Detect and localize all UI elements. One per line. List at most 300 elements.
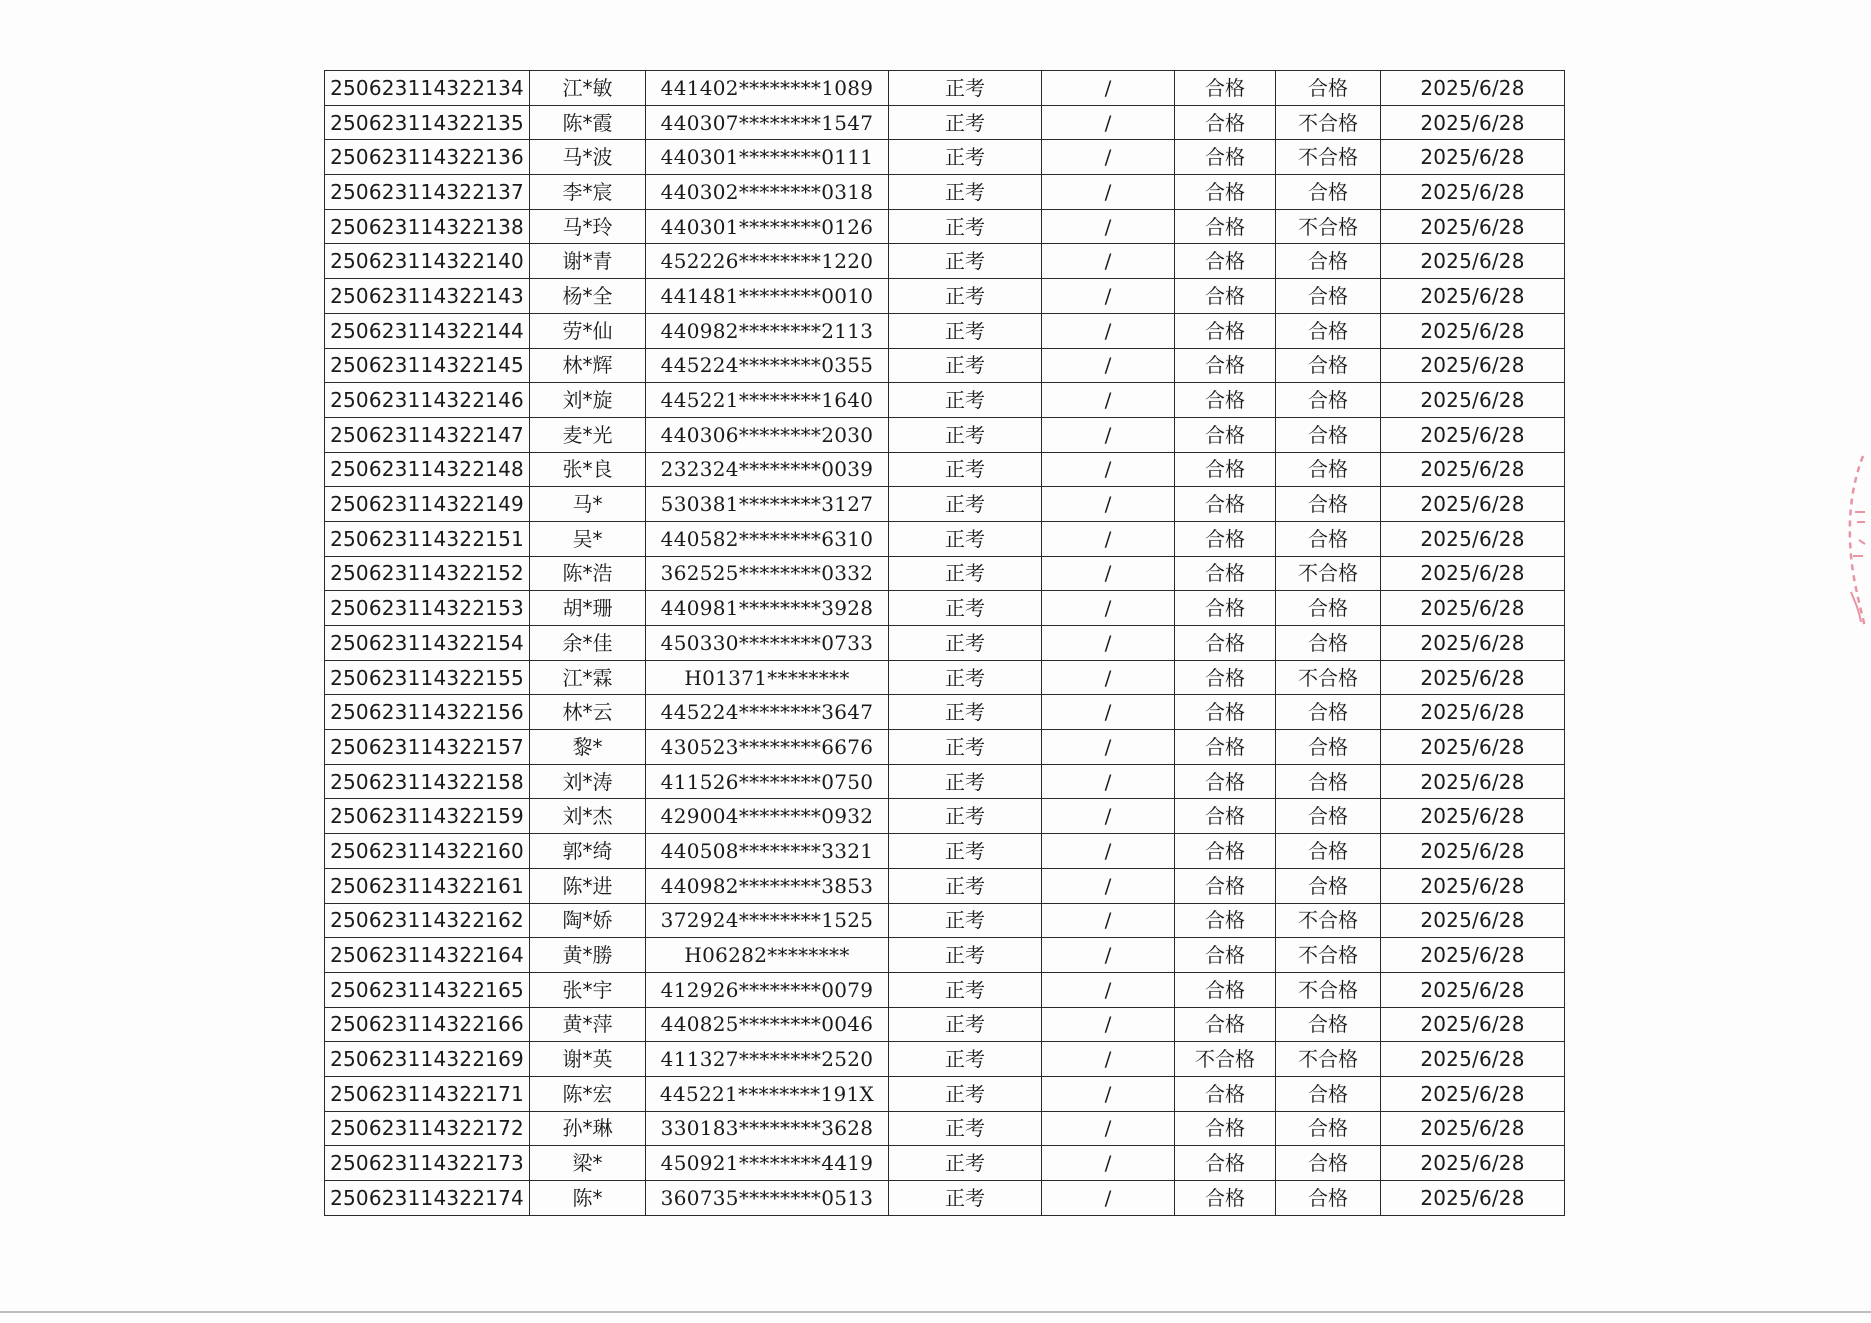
candidate-name-cell: 马*: [530, 487, 646, 522]
exam-type-cell: 正考: [889, 105, 1042, 140]
table-row: [325, 175, 1565, 210]
candidate-name-cell: 梁*: [530, 1146, 646, 1181]
practical-result-cell: 合格: [1276, 834, 1381, 869]
table-row: [325, 313, 1565, 348]
remark-cell: /: [1042, 799, 1175, 834]
exam-type-cell: 正考: [889, 452, 1042, 487]
remark-cell: /: [1042, 1076, 1175, 1111]
remark-cell: /: [1042, 1111, 1175, 1146]
theory-result-cell: 合格: [1175, 764, 1276, 799]
remark-cell: /: [1042, 556, 1175, 591]
exam-type-cell: 正考: [889, 972, 1042, 1007]
id-card-number-cell: 411327********2520: [646, 1042, 889, 1077]
theory-result-cell: 合格: [1175, 1111, 1276, 1146]
theory-result-cell: 合格: [1175, 799, 1276, 834]
candidate-id-cell: 250623114322151: [325, 521, 530, 556]
remark-cell: /: [1042, 626, 1175, 661]
candidate-id-cell: 250623114322148: [325, 452, 530, 487]
table-row: [325, 903, 1565, 938]
candidate-name-cell: 黄*萍: [530, 1007, 646, 1042]
id-card-number-cell: 330183********3628: [646, 1111, 889, 1146]
candidate-name-cell: 陈*: [530, 1181, 646, 1216]
id-card-number-cell: H01371********: [646, 660, 889, 695]
theory-result-cell: 不合格: [1175, 1042, 1276, 1077]
exam-date-cell: 2025/6/28: [1381, 1076, 1565, 1111]
exam-date-cell: 2025/6/28: [1381, 521, 1565, 556]
candidate-name-cell: 李*宸: [530, 175, 646, 210]
exam-type-cell: 正考: [889, 660, 1042, 695]
id-card-number-cell: 450921********4419: [646, 1146, 889, 1181]
table-row: [325, 834, 1565, 869]
id-card-number-cell: 440981********3928: [646, 591, 889, 626]
table-row: [325, 799, 1565, 834]
id-card-number-cell: 429004********0932: [646, 799, 889, 834]
table-row: [325, 1007, 1565, 1042]
remark-cell: /: [1042, 279, 1175, 314]
theory-result-cell: 合格: [1175, 140, 1276, 175]
theory-result-cell: 合格: [1175, 313, 1276, 348]
theory-result-cell: 合格: [1175, 1146, 1276, 1181]
remark-cell: /: [1042, 868, 1175, 903]
table-row: [325, 279, 1565, 314]
table-row: [325, 209, 1565, 244]
exam-date-cell: 2025/6/28: [1381, 1042, 1565, 1077]
candidate-id-cell: 250623114322164: [325, 938, 530, 973]
practical-result-cell: 合格: [1276, 1076, 1381, 1111]
exam-type-cell: 正考: [889, 313, 1042, 348]
id-card-number-cell: 445224********0355: [646, 348, 889, 383]
remark-cell: /: [1042, 591, 1175, 626]
candidate-id-cell: 250623114322152: [325, 556, 530, 591]
theory-result-cell: 合格: [1175, 71, 1276, 106]
remark-cell: /: [1042, 1042, 1175, 1077]
theory-result-cell: 合格: [1175, 938, 1276, 973]
theory-result-cell: 合格: [1175, 175, 1276, 210]
practical-result-cell: 合格: [1276, 244, 1381, 279]
theory-result-cell: 合格: [1175, 1076, 1276, 1111]
exam-date-cell: 2025/6/28: [1381, 799, 1565, 834]
candidate-name-cell: 张*良: [530, 452, 646, 487]
candidate-name-cell: 陈*进: [530, 868, 646, 903]
remark-cell: /: [1042, 660, 1175, 695]
exam-type-cell: 正考: [889, 348, 1042, 383]
practical-result-cell: 合格: [1276, 730, 1381, 765]
practical-result-cell: 不合格: [1276, 972, 1381, 1007]
id-card-number-cell: 440302********0318: [646, 175, 889, 210]
practical-result-cell: 合格: [1276, 1007, 1381, 1042]
table-row: [325, 972, 1565, 1007]
id-card-number-cell: 440306********2030: [646, 417, 889, 452]
official-seal-fragment-icon: [1843, 452, 1867, 632]
exam-type-cell: 正考: [889, 417, 1042, 452]
id-card-number-cell: 440982********3853: [646, 868, 889, 903]
exam-type-cell: 正考: [889, 1181, 1042, 1216]
exam-date-cell: 2025/6/28: [1381, 626, 1565, 661]
table-row: [325, 105, 1565, 140]
exam-results-table: [324, 70, 1565, 1216]
id-card-number-cell: 445221********1640: [646, 383, 889, 418]
candidate-id-cell: 250623114322154: [325, 626, 530, 661]
candidate-id-cell: 250623114322169: [325, 1042, 530, 1077]
remark-cell: /: [1042, 1146, 1175, 1181]
candidate-name-cell: 陈*浩: [530, 556, 646, 591]
remark-cell: /: [1042, 383, 1175, 418]
id-card-number-cell: 445224********3647: [646, 695, 889, 730]
theory-result-cell: 合格: [1175, 868, 1276, 903]
practical-result-cell: 合格: [1276, 695, 1381, 730]
remark-cell: /: [1042, 452, 1175, 487]
table-row: [325, 868, 1565, 903]
id-card-number-cell: 440301********0111: [646, 140, 889, 175]
exam-type-cell: 正考: [889, 279, 1042, 314]
table-row: [325, 1181, 1565, 1216]
practical-result-cell: 合格: [1276, 452, 1381, 487]
remark-cell: /: [1042, 140, 1175, 175]
exam-date-cell: 2025/6/28: [1381, 175, 1565, 210]
theory-result-cell: 合格: [1175, 903, 1276, 938]
practical-result-cell: 合格: [1276, 1111, 1381, 1146]
remark-cell: /: [1042, 244, 1175, 279]
candidate-id-cell: 250623114322160: [325, 834, 530, 869]
exam-type-cell: 正考: [889, 140, 1042, 175]
candidate-name-cell: 劳*仙: [530, 313, 646, 348]
exam-type-cell: 正考: [889, 591, 1042, 626]
practical-result-cell: 不合格: [1276, 938, 1381, 973]
exam-type-cell: 正考: [889, 938, 1042, 973]
candidate-name-cell: 陈*霞: [530, 105, 646, 140]
exam-date-cell: 2025/6/28: [1381, 591, 1565, 626]
exam-date-cell: 2025/6/28: [1381, 1181, 1565, 1216]
id-card-number-cell: 372924********1525: [646, 903, 889, 938]
candidate-name-cell: 余*佳: [530, 626, 646, 661]
id-card-number-cell: 440307********1547: [646, 105, 889, 140]
exam-type-cell: 正考: [889, 487, 1042, 522]
table-row: [325, 660, 1565, 695]
exam-type-cell: 正考: [889, 834, 1042, 869]
id-card-number-cell: 440301********0126: [646, 209, 889, 244]
exam-date-cell: 2025/6/28: [1381, 209, 1565, 244]
candidate-id-cell: 250623114322134: [325, 71, 530, 106]
exam-date-cell: 2025/6/28: [1381, 972, 1565, 1007]
candidate-id-cell: 250623114322138: [325, 209, 530, 244]
exam-date-cell: 2025/6/28: [1381, 348, 1565, 383]
table-row: [325, 626, 1565, 661]
table-row: [325, 348, 1565, 383]
practical-result-cell: 合格: [1276, 383, 1381, 418]
id-card-number-cell: 411526********0750: [646, 764, 889, 799]
id-card-number-cell: 430523********6676: [646, 730, 889, 765]
practical-result-cell: 合格: [1276, 799, 1381, 834]
exam-date-cell: 2025/6/28: [1381, 140, 1565, 175]
exam-date-cell: 2025/6/28: [1381, 71, 1565, 106]
table-row: [325, 452, 1565, 487]
exam-type-cell: 正考: [889, 556, 1042, 591]
practical-result-cell: 不合格: [1276, 1042, 1381, 1077]
practical-result-cell: 不合格: [1276, 105, 1381, 140]
remark-cell: /: [1042, 972, 1175, 1007]
theory-result-cell: 合格: [1175, 417, 1276, 452]
theory-result-cell: 合格: [1175, 730, 1276, 765]
remark-cell: /: [1042, 313, 1175, 348]
candidate-id-cell: 250623114322145: [325, 348, 530, 383]
candidate-id-cell: 250623114322157: [325, 730, 530, 765]
exam-date-cell: 2025/6/28: [1381, 764, 1565, 799]
practical-result-cell: 不合格: [1276, 140, 1381, 175]
id-card-number-cell: 362525********0332: [646, 556, 889, 591]
candidate-id-cell: 250623114322172: [325, 1111, 530, 1146]
theory-result-cell: 合格: [1175, 695, 1276, 730]
id-card-number-cell: 440508********3321: [646, 834, 889, 869]
table-row: [325, 521, 1565, 556]
theory-result-cell: 合格: [1175, 279, 1276, 314]
table-row: [325, 764, 1565, 799]
table-row: [325, 591, 1565, 626]
table-row: [325, 417, 1565, 452]
candidate-id-cell: 250623114322140: [325, 244, 530, 279]
theory-result-cell: 合格: [1175, 487, 1276, 522]
table-row: [325, 71, 1565, 106]
exam-date-cell: 2025/6/28: [1381, 279, 1565, 314]
candidate-id-cell: 250623114322144: [325, 313, 530, 348]
candidate-name-cell: 陈*宏: [530, 1076, 646, 1111]
theory-result-cell: 合格: [1175, 105, 1276, 140]
id-card-number-cell: 441402********1089: [646, 71, 889, 106]
candidate-id-cell: 250623114322174: [325, 1181, 530, 1216]
id-card-number-cell: 445221********191X: [646, 1076, 889, 1111]
exam-date-cell: 2025/6/28: [1381, 695, 1565, 730]
practical-result-cell: 合格: [1276, 487, 1381, 522]
practical-result-cell: 合格: [1276, 1181, 1381, 1216]
exam-date-cell: 2025/6/28: [1381, 834, 1565, 869]
candidate-id-cell: 250623114322135: [325, 105, 530, 140]
candidate-name-cell: 黎*: [530, 730, 646, 765]
exam-date-cell: 2025/6/28: [1381, 487, 1565, 522]
theory-result-cell: 合格: [1175, 348, 1276, 383]
exam-date-cell: 2025/6/28: [1381, 313, 1565, 348]
candidate-id-cell: 250623114322159: [325, 799, 530, 834]
remark-cell: /: [1042, 417, 1175, 452]
id-card-number-cell: 440982********2113: [646, 313, 889, 348]
candidate-id-cell: 250623114322143: [325, 279, 530, 314]
exam-type-cell: 正考: [889, 71, 1042, 106]
exam-date-cell: 2025/6/28: [1381, 660, 1565, 695]
candidate-name-cell: 杨*全: [530, 279, 646, 314]
candidate-name-cell: 刘*涛: [530, 764, 646, 799]
practical-result-cell: 不合格: [1276, 903, 1381, 938]
exam-type-cell: 正考: [889, 903, 1042, 938]
candidate-name-cell: 刘*杰: [530, 799, 646, 834]
practical-result-cell: 合格: [1276, 175, 1381, 210]
exam-type-cell: 正考: [889, 209, 1042, 244]
theory-result-cell: 合格: [1175, 383, 1276, 418]
candidate-name-cell: 江*霖: [530, 660, 646, 695]
id-card-number-cell: 441481********0010: [646, 279, 889, 314]
remark-cell: /: [1042, 695, 1175, 730]
candidate-name-cell: 谢*青: [530, 244, 646, 279]
candidate-id-cell: 250623114322147: [325, 417, 530, 452]
theory-result-cell: 合格: [1175, 244, 1276, 279]
remark-cell: /: [1042, 521, 1175, 556]
exam-date-cell: 2025/6/28: [1381, 730, 1565, 765]
remark-cell: /: [1042, 209, 1175, 244]
practical-result-cell: 不合格: [1276, 209, 1381, 244]
candidate-name-cell: 林*辉: [530, 348, 646, 383]
table-row: [325, 695, 1565, 730]
candidate-id-cell: 250623114322158: [325, 764, 530, 799]
exam-date-cell: 2025/6/28: [1381, 1111, 1565, 1146]
exam-type-cell: 正考: [889, 799, 1042, 834]
exam-type-cell: 正考: [889, 1076, 1042, 1111]
exam-type-cell: 正考: [889, 1111, 1042, 1146]
candidate-name-cell: 林*云: [530, 695, 646, 730]
table-body: [325, 71, 1565, 1216]
theory-result-cell: 合格: [1175, 626, 1276, 661]
page-bottom-rule: [0, 1311, 1871, 1313]
theory-result-cell: 合格: [1175, 452, 1276, 487]
exam-date-cell: 2025/6/28: [1381, 244, 1565, 279]
practical-result-cell: 合格: [1276, 868, 1381, 903]
candidate-name-cell: 黄*勝: [530, 938, 646, 973]
id-card-number-cell: 440582********6310: [646, 521, 889, 556]
practical-result-cell: 合格: [1276, 279, 1381, 314]
table-row: [325, 487, 1565, 522]
id-card-number-cell: 232324********0039: [646, 452, 889, 487]
id-card-number-cell: 412926********0079: [646, 972, 889, 1007]
candidate-id-cell: 250623114322149: [325, 487, 530, 522]
exam-type-cell: 正考: [889, 175, 1042, 210]
exam-date-cell: 2025/6/28: [1381, 556, 1565, 591]
candidate-id-cell: 250623114322173: [325, 1146, 530, 1181]
remark-cell: /: [1042, 938, 1175, 973]
exam-type-cell: 正考: [889, 868, 1042, 903]
candidate-id-cell: 250623114322161: [325, 868, 530, 903]
candidate-name-cell: 马*波: [530, 140, 646, 175]
candidate-name-cell: 马*玲: [530, 209, 646, 244]
candidate-id-cell: 250623114322153: [325, 591, 530, 626]
table-row: [325, 1146, 1565, 1181]
table-row: [325, 556, 1565, 591]
remark-cell: /: [1042, 834, 1175, 869]
exam-type-cell: 正考: [889, 764, 1042, 799]
remark-cell: /: [1042, 348, 1175, 383]
candidate-id-cell: 250623114322155: [325, 660, 530, 695]
candidate-id-cell: 250623114322171: [325, 1076, 530, 1111]
exam-type-cell: 正考: [889, 521, 1042, 556]
exam-date-cell: 2025/6/28: [1381, 938, 1565, 973]
exam-type-cell: 正考: [889, 626, 1042, 661]
id-card-number-cell: 360735********0513: [646, 1181, 889, 1216]
remark-cell: /: [1042, 903, 1175, 938]
candidate-name-cell: 胡*珊: [530, 591, 646, 626]
table-row: [325, 938, 1565, 973]
exam-date-cell: 2025/6/28: [1381, 417, 1565, 452]
theory-result-cell: 合格: [1175, 834, 1276, 869]
candidate-id-cell: 250623114322136: [325, 140, 530, 175]
candidate-name-cell: 麦*光: [530, 417, 646, 452]
exam-type-cell: 正考: [889, 1146, 1042, 1181]
exam-date-cell: 2025/6/28: [1381, 903, 1565, 938]
theory-result-cell: 合格: [1175, 209, 1276, 244]
exam-type-cell: 正考: [889, 695, 1042, 730]
candidate-id-cell: 250623114322146: [325, 383, 530, 418]
exam-date-cell: 2025/6/28: [1381, 383, 1565, 418]
table-row: [325, 1042, 1565, 1077]
practical-result-cell: 合格: [1276, 764, 1381, 799]
candidate-name-cell: 张*宇: [530, 972, 646, 1007]
theory-result-cell: 合格: [1175, 1007, 1276, 1042]
practical-result-cell: 合格: [1276, 591, 1381, 626]
practical-result-cell: 不合格: [1276, 556, 1381, 591]
candidate-name-cell: 刘*旋: [530, 383, 646, 418]
candidate-name-cell: 江*敏: [530, 71, 646, 106]
exam-date-cell: 2025/6/28: [1381, 452, 1565, 487]
practical-result-cell: 不合格: [1276, 660, 1381, 695]
remark-cell: /: [1042, 175, 1175, 210]
candidate-id-cell: 250623114322166: [325, 1007, 530, 1042]
exam-type-cell: 正考: [889, 730, 1042, 765]
exam-type-cell: 正考: [889, 1042, 1042, 1077]
theory-result-cell: 合格: [1175, 521, 1276, 556]
table-row: [325, 140, 1565, 175]
candidate-id-cell: 250623114322165: [325, 972, 530, 1007]
exam-date-cell: 2025/6/28: [1381, 105, 1565, 140]
candidate-id-cell: 250623114322162: [325, 903, 530, 938]
remark-cell: /: [1042, 105, 1175, 140]
theory-result-cell: 合格: [1175, 591, 1276, 626]
candidate-name-cell: 郭*绮: [530, 834, 646, 869]
exam-date-cell: 2025/6/28: [1381, 868, 1565, 903]
practical-result-cell: 合格: [1276, 417, 1381, 452]
remark-cell: /: [1042, 764, 1175, 799]
practical-result-cell: 合格: [1276, 71, 1381, 106]
exam-date-cell: 2025/6/28: [1381, 1007, 1565, 1042]
table-row: [325, 1111, 1565, 1146]
table-row: [325, 244, 1565, 279]
candidate-name-cell: 陶*娇: [530, 903, 646, 938]
remark-cell: /: [1042, 730, 1175, 765]
practical-result-cell: 合格: [1276, 1146, 1381, 1181]
exam-type-cell: 正考: [889, 1007, 1042, 1042]
candidate-id-cell: 250623114322156: [325, 695, 530, 730]
theory-result-cell: 合格: [1175, 660, 1276, 695]
id-card-number-cell: H06282********: [646, 938, 889, 973]
id-card-number-cell: 450330********0733: [646, 626, 889, 661]
candidate-id-cell: 250623114322137: [325, 175, 530, 210]
id-card-number-cell: 440825********0046: [646, 1007, 889, 1042]
remark-cell: /: [1042, 71, 1175, 106]
practical-result-cell: 合格: [1276, 313, 1381, 348]
exam-date-cell: 2025/6/28: [1381, 1146, 1565, 1181]
practical-result-cell: 合格: [1276, 348, 1381, 383]
candidate-name-cell: 吴*: [530, 521, 646, 556]
id-card-number-cell: 452226********1220: [646, 244, 889, 279]
table-row: [325, 1076, 1565, 1111]
table-row: [325, 383, 1565, 418]
theory-result-cell: 合格: [1175, 556, 1276, 591]
remark-cell: /: [1042, 1181, 1175, 1216]
candidate-name-cell: 孙*琳: [530, 1111, 646, 1146]
candidate-name-cell: 谢*英: [530, 1042, 646, 1077]
theory-result-cell: 合格: [1175, 972, 1276, 1007]
id-card-number-cell: 530381********3127: [646, 487, 889, 522]
theory-result-cell: 合格: [1175, 1181, 1276, 1216]
remark-cell: /: [1042, 1007, 1175, 1042]
table-row: [325, 730, 1565, 765]
practical-result-cell: 合格: [1276, 626, 1381, 661]
practical-result-cell: 合格: [1276, 521, 1381, 556]
exam-type-cell: 正考: [889, 383, 1042, 418]
exam-type-cell: 正考: [889, 244, 1042, 279]
